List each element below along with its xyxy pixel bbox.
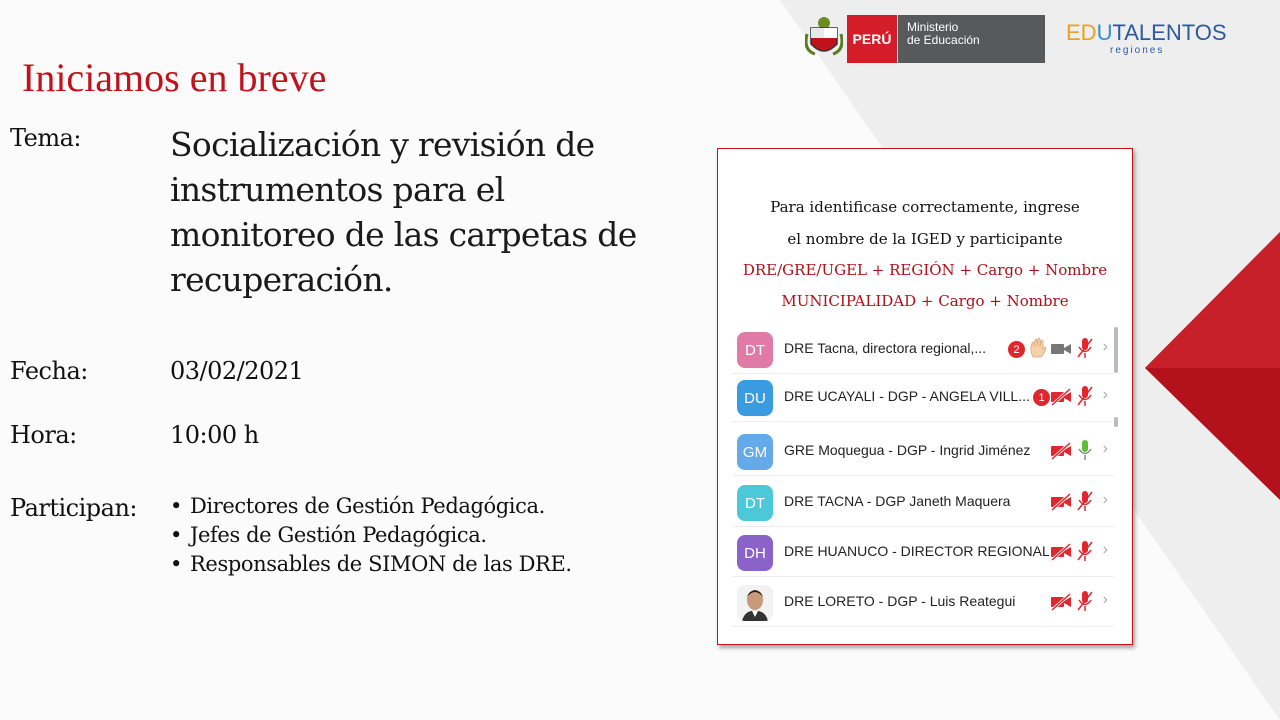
tema-label: Tema: (10, 124, 81, 152)
mic-on-icon[interactable] (1077, 439, 1093, 466)
participant-name: DRE Tacna, directora regional,... (784, 340, 987, 356)
instruction-line1: Para identificase correctamente, ingrese (770, 198, 1080, 216)
avatar: DU (737, 380, 773, 416)
participant-item: • Responsables de SIMON de las DRE. (170, 550, 572, 579)
avatar (737, 585, 773, 621)
participant-row[interactable] (732, 373, 1114, 422)
avatar: DT (737, 332, 773, 368)
video-off-icon[interactable] (1050, 340, 1072, 363)
scrollbar-thumb-secondary[interactable] (1114, 417, 1118, 427)
mic-muted-icon[interactable] (1077, 590, 1093, 617)
video-off-icon[interactable] (1050, 388, 1072, 411)
ministerio-logo (898, 15, 1045, 63)
avatar: DT (737, 485, 773, 521)
mic-muted-icon[interactable] (1077, 540, 1093, 567)
avatar: DH (737, 535, 773, 571)
ministerio-line2: de Educación (907, 33, 980, 47)
video-off-icon[interactable] (1050, 593, 1072, 616)
hora-label: Hora: (10, 421, 77, 449)
participant-name: DRE HUANUCO - DIRECTOR REGIONAL (784, 543, 1050, 559)
video-off-icon[interactable] (1050, 442, 1072, 465)
tema-value: Socialización y revisión de instrumentos para el monitoreo de las carpetas de recuperación. (170, 125, 637, 299)
chevron-right-icon[interactable]: › (1102, 386, 1108, 403)
chevron-right-icon[interactable]: › (1102, 440, 1108, 457)
notification-badge: 1 (1033, 389, 1050, 406)
edutalentos-logo (1066, 20, 1227, 46)
edutalentos-part-c: TALENTOS (1112, 20, 1227, 45)
participant-row[interactable] (732, 578, 1114, 627)
video-off-icon[interactable] (1050, 493, 1072, 516)
chevron-right-icon[interactable]: › (1102, 491, 1108, 508)
participant-name: DRE LORETO - DGP - Luis Reategui (784, 593, 1016, 609)
page-title: Iniciamos en breve (22, 55, 327, 100)
participan-label: Participan: (10, 494, 138, 522)
participant-item: • Jefes de Gestión Pedagógica. (170, 521, 572, 550)
hora-value: 10:00 h (170, 421, 259, 449)
participant-row[interactable] (732, 478, 1114, 527)
participant-row[interactable] (732, 325, 1114, 374)
participant-item: • Directores de Gestión Pedagógica. (170, 492, 572, 521)
instruction-line3: DRE/GRE/UGEL + REGIÓN + Cargo + Nombre (742, 261, 1108, 279)
peru-coat-of-arms-icon (805, 14, 843, 60)
participant-name: DRE UCAYALI - DGP - ANGELA VILL... (784, 388, 1030, 404)
instruction-line4: MUNICIPALIDAD + Cargo + Nombre (781, 292, 1069, 310)
fecha-label: Fecha: (10, 357, 88, 385)
edutalentos-subtitle: regiones (1110, 45, 1165, 56)
participant-name: GRE Moquegua - DGP - Ingrid Jiménez (784, 442, 1031, 458)
edutalentos-part-b: U (1096, 20, 1113, 45)
avatar: GM (737, 434, 773, 470)
mic-muted-icon[interactable] (1077, 337, 1093, 364)
participants-list (170, 492, 572, 579)
instruction-line2: el nombre de la IGED y participante (787, 230, 1063, 248)
participants-panel (717, 148, 1133, 645)
video-off-icon[interactable] (1050, 543, 1072, 566)
participant-row[interactable] (732, 528, 1114, 577)
edutalentos-part-a: ED (1066, 20, 1097, 45)
peru-logo: PERÚ (847, 15, 897, 63)
notification-badge: 2 (1008, 341, 1025, 358)
chevron-right-icon[interactable]: › (1102, 541, 1108, 558)
scrollbar-thumb[interactable] (1114, 327, 1118, 373)
mic-muted-icon[interactable] (1077, 385, 1093, 412)
chevron-right-icon[interactable]: › (1102, 591, 1108, 608)
participant-name: DRE TACNA - DGP Janeth Maquera (784, 493, 1011, 509)
chevron-right-icon[interactable]: › (1102, 338, 1108, 355)
ministerio-line1: Ministerio (907, 20, 959, 34)
participant-row[interactable] (732, 427, 1114, 476)
raised-hand-icon (1028, 337, 1048, 364)
mic-muted-icon[interactable] (1077, 490, 1093, 517)
fecha-value: 03/02/2021 (170, 357, 304, 385)
